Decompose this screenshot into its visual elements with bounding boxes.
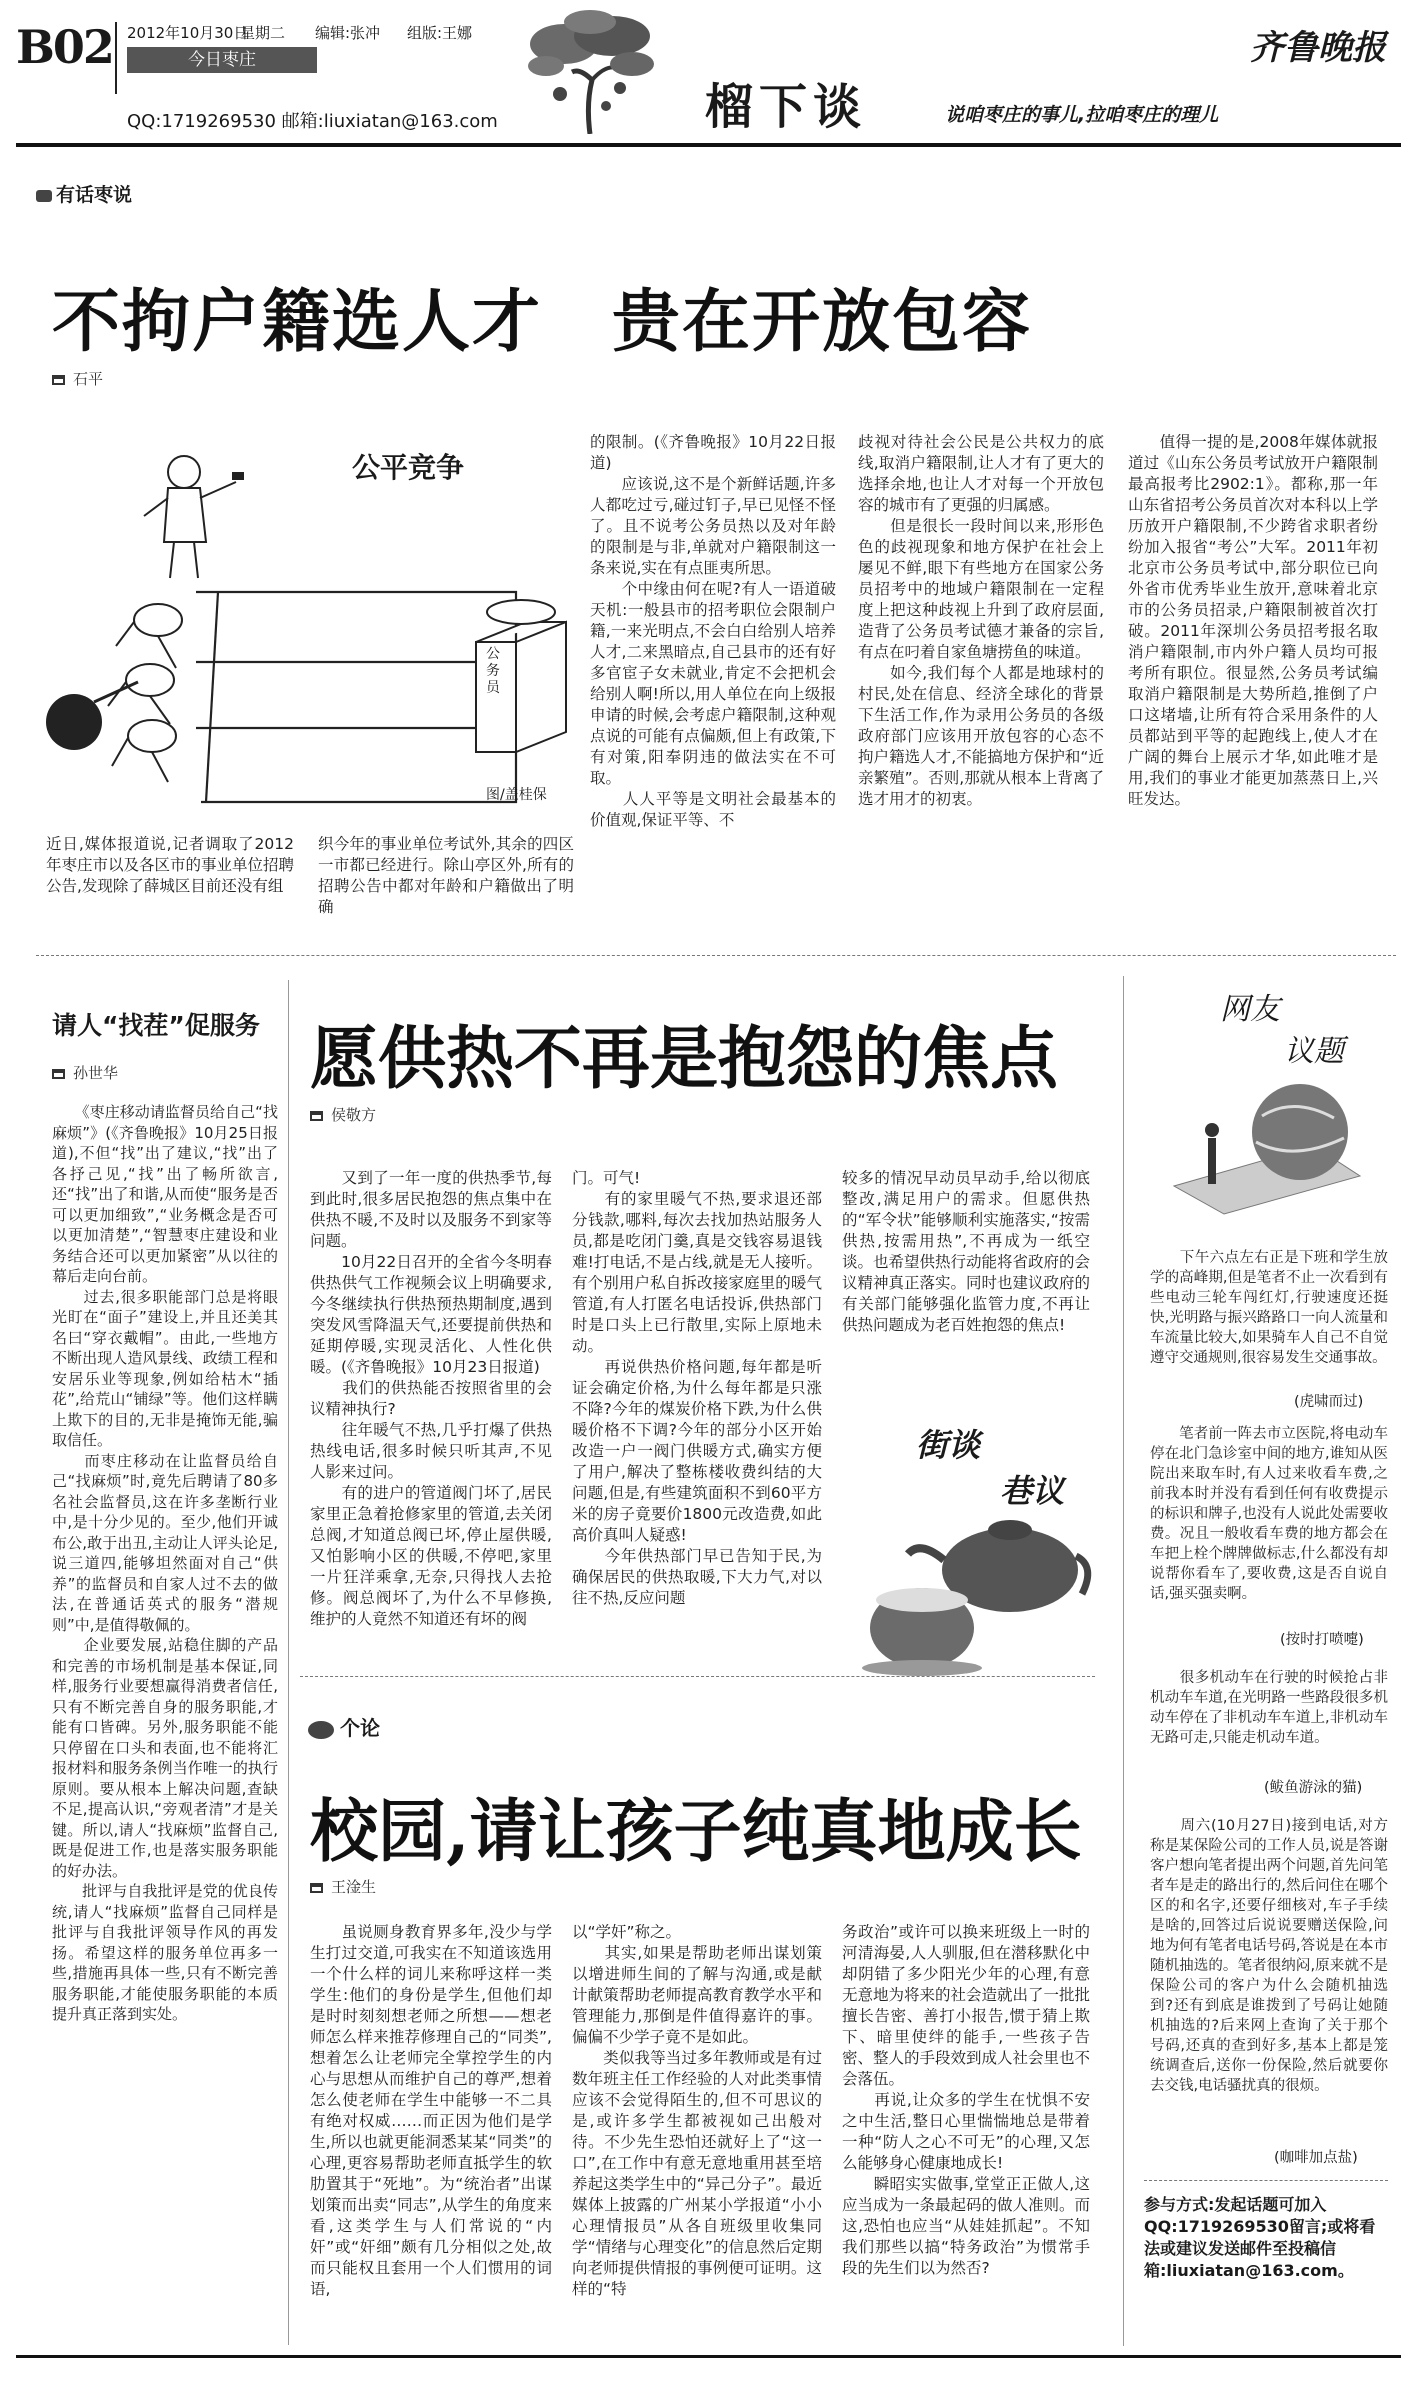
header-editor: 编辑:张冲 bbox=[315, 24, 381, 42]
byline-icon bbox=[52, 1069, 65, 1079]
article1-col5: 值得一提的是,2008年媒体就报道过《山东公务员考试放开户籍限制 最高报考比2902:1》。都称,那一年山东省招考公务员首次对本科以上学历放开户籍限制,不少跨省求职者纷纷加入报省“考公”大军。2011年初北京市公务员考试中,部分职位已向外省市优秀毕业生放开,意味着北京市的公务员招录,户籍限制被首次打破。2011年深圳公务员招考报名取消户籍限制,市内外户籍人员均可报考所有职位。很显然,公务员考试编取消户籍限制是大势所趋,推倒了户口这堵墙,让所有符合采用条件的人员都站到平等的起跑线上,使人才在广阔的舞台上展示才华,如此唯才是用,我们的事业才能更加蒸蒸日上,兴旺发达。 bbox=[1128, 433, 1394, 808]
teapot-drawing bbox=[860, 1500, 1100, 1680]
article1-title: 不拘户籍选人才 贵在开放包容 bbox=[52, 282, 1033, 362]
article1-author: 石平 bbox=[73, 370, 104, 388]
article3-col2: 门。可气! 有的家里暖气不热,要求退还部分钱款,哪料,每次去找加热站服务人员,都是吃闭门羹,真是交钱容易退钱难!打电话,不是占线,就是无人接听。有个别用户私自拆改接家庭里的暖气管道,有人打匿名电话投诉,供热部门时是口头上已行散里,实际上原地未动。 再说供热价格问题,每年都是听证会确定价格,为什么每年都是只涨不降?今年的煤炭价格下跌,为什么供暖价格不下调?今年的部分小区开始改造一户一阀门供暖方式,确实方便了用户,解决了整栋楼收费纠结的大问题,但是,有些建筑面积不到60平方米的房子竟要价1800元改造费,如此高价真叫人疑惑! 今年供热部门早已告知于民,为确保居民的供热取暖,下大力气,对以往不热,反应问题 bbox=[572, 1169, 822, 1607]
sidebar-post-3: 很多机动车在行驶的时候抢占非机动车车道,在光明路一些路段很多机动车停在了非机动车车道上,非机动车无路可走,只能走机动车道。 bbox=[1150, 1670, 1388, 1746]
article1-col2: 织今年的事业单位考试外,其余的四区一市都已经进行。除山亭区外,所有的招聘公告中都对年龄和户籍做出了明确 bbox=[318, 835, 574, 916]
article3-author: 侯敬方 bbox=[331, 1106, 377, 1124]
article4-title: 校园,请让孩子纯真地成长 bbox=[310, 1792, 1082, 1872]
header-layout: 组版:王娜 bbox=[407, 24, 473, 42]
byline-icon bbox=[310, 1111, 323, 1121]
sidebar bbox=[1123, 976, 1396, 2346]
article4-col2: 以“学奸”称之。 其实,如果是帮助老师出谋划策以增进师生间的了解与沟通,或是献计献策帮助老师提高教育教学水平和管理能力,那倒是件值得嘉许的事。偏偏不少学子竟不是如此。 类似我等当过多年教师或是有过数年班主任工作经验的人对此类事情应该不会觉得陌生的,但不可思议的是,或许多学生都被视如己出般对待。不少先生恐怕还就好上了“这一口”,在工作中有意无意地重用甚至培养起这类学生中的“异己分子”。最近媒体上披露的广州某小学报道“小小心理情报员”从各自班级里收集同学“情绪与心理变化”的信息然后定期向老师提供情报的事例便可证明。这样的“特 bbox=[572, 1923, 822, 2298]
sidebar-post-1-author: (虎啸而过) bbox=[1294, 1394, 1364, 1410]
article3-col1: 又到了一年一度的供热季节,每到此时,很多居民抱怨的焦点集中在供热不暖,不及时以及服务不到家等问题。 10月22日召开的全省今冬明春供热供气工作视频会议上明确要求,今冬继续执行供热预热期制度,遇到突发风雪降温天气,还要提前供热和延期停暖,实现灵活化、人性化供暖。(《齐鲁晚报》10月23日报道) 我们的供热能否按照省里的会议精神执行? 往年暖气不热,几乎打爆了供热热线电话,很多时候只听其声,不见人影来过问。 有的进户的管道阀门坏了,居民家里正急着抢修家里的管道,去关闭总阀,才知道总阀已坏,停止屋供暖,又怕影响小区的供暖,不停吧,家里一片狂洋乘拿,无奈,只得找人去抢修。阀总阀坏了,为什么不早修换,维护的人竟然不知道还有坏的阀 bbox=[310, 1169, 552, 1628]
byline-icon bbox=[52, 375, 65, 385]
article2-title: 请人“找茬”促服务 bbox=[52, 1011, 260, 1040]
teapot-label-top: 街谈 bbox=[916, 1426, 981, 1464]
article2-byline bbox=[52, 1062, 118, 1083]
section-label: 今日枣庄 bbox=[188, 50, 256, 70]
sidebar-post-1: 下午六点左右正是下班和学生放学的高峰期,但是笔者不止一次看到有些电动三轮车闯红灯,行驶速度还挺快,光明路与振兴路路口一向人流量和车流量比较大,如果骑车人自己不自觉遵守交通规则,很容易发生交通事故。 bbox=[1150, 1250, 1388, 1366]
sidebar-title-b: 议题 bbox=[1284, 1034, 1344, 1069]
sidebar-post-4-author: (咖啡加点盐) bbox=[1274, 2150, 1358, 2166]
section-banner bbox=[127, 47, 317, 73]
article4-byline bbox=[310, 1876, 376, 1897]
article1-col1: 近日,媒体报道说,记者调取了2012年枣庄市以及各区市的事业单位招聘公告,发现除了薛城区目前还没有组 bbox=[46, 835, 295, 895]
article2-body: 《枣庄移动请监督员给自己“找麻烦”》(《齐鲁晚报》10月25日报道),不但“找”出了建议,“找”出了各抒己见,“找”出了畅所欲言,还“找”出了和谐,从而使“服务是否可以更加细致”,“业务概念是否可以更加清楚”,“智慧枣庄建设和业务结合还可以更加紧密”从以往的幕后走向台前。 过去,很多职能部门总是将眼光盯在“面子”建设上,并且还美其名曰“穿衣戴帽”。由此,一些地方不断出现人造风景线、政绩工程和安居乐业等现象,例如给枯木“插花”,给荒山“铺绿”等。他们这样瞒上欺下的目的,无非是掩饰无能,骗取信任。 而枣庄移动在让监督员给自己“找麻烦”时,竟先后聘请了80多名社会监督员,这在许多垄断行业中,是十分少见的。至少,他们开诚布公,敢于出丑,主动让人评头论足,说三道四,能够坦然面对自己“供养”的监督员和自家人过不去的做法,在普通话英式的服务“潜规则”中,是值得敬佩的。 企业要发展,站稳住脚的产品和完善的市场机制是基本保证,同样,服务行业要想赢得消费者信任,只有不断完善自身的服务职能,才能有口皆碑。另外,服务职能不能只停留在口头和表面,也不能将汇报材料和服务条例当作唯一的执行原则。要从根本上解决问题,查缺不足,提高认识,“旁观者清”才是关键。所以,请人“找麻烦”监督自己,既是促进工作,也是落实服务职能的好办法。 批评与自我批评是党的优良传统,请人“找麻烦”监督自己同样是批评与自我批评领导作风的再发扬。希望这样的服务单位再多一些,措施再具体一些,只有不断完善服务职能,才能使服务职能的本质提升真正落到实处。 bbox=[52, 1103, 278, 2023]
article1-col3: 的限制。(《齐鲁晚报》10月22日报道) 应该说,这不是个新鲜话题,许多人都吃过亏,碰过钉子,早已见怪不怪了。且不说考公务员热以及对年龄的限制是与非,单就对户籍限制这一条来说,实在有点匪夷所思。 个中缘由何在呢?有人一语道破天机:一般县市的招考职位会限制户籍,一来光明点,不会白白给别人培养人才,二来黑暗点,自己县市的还有好多官宦子女未就业,肯定不会把机会给别人啊!所以,用人单位在向上级报申请的时候,会考虑户籍限制,这种观点说的可能有点偏颇,但上有政策,下有对策,阳奉阴违的做法实在不可取。 人人平等是文明社会最基本的价值观,保证平等、不 bbox=[590, 433, 836, 829]
sidebar-footer: 参与方式:发起话题可加入QQ:1719269530留言;或将看法或建议发送邮件至投稿信箱:liuxiatan@163.com。 bbox=[1144, 2195, 1376, 2280]
header-divider bbox=[115, 22, 117, 94]
header-rule bbox=[16, 143, 1401, 147]
article3-title: 愿供热不再是抱怨的焦点 bbox=[310, 1019, 1059, 1099]
article1-col4: 歧视对待社会公民是公共权力的底线,取消户籍限制,让人才有了更大的选择余地,也让人才对每一个开放包容的城市有了更强的归属感。 但是很长一段时间以来,形形色色的歧视现象和地方保护在社会上屡见不鲜,眼下有些地方在国家公务员招考中的地域户籍限制在一定程度上把这种歧视上升到了政府层面,造背了公务员考试德才兼备的宗旨,有点在叼着自家鱼塘捞鱼的味道。 如今,我们每个人都是地球村的村民,处在信息、经济全球化的背景下生活工作,作为录用公务员的各级政府部门应该用开放包容的心态不拘户籍选人才,不能搞地方保护和“近亲繁殖”。否则,那就从根本上背离了选才用才的初衷。 bbox=[858, 433, 1104, 808]
article4-kicker bbox=[308, 1712, 380, 1741]
article4-author: 王淦生 bbox=[331, 1878, 377, 1896]
cartoon-credit: 图/盖桂保 bbox=[486, 787, 547, 803]
article4-kicker-label: 个论 bbox=[340, 1716, 380, 1740]
article3-divider bbox=[300, 1676, 1095, 1677]
cartoon-label: 公平竞争 bbox=[352, 451, 465, 484]
kicker-icon bbox=[36, 190, 52, 202]
left-column-rule bbox=[288, 980, 289, 2345]
header-contact: QQ:1719269530 邮箱:liuxiatan@163.com bbox=[127, 111, 498, 132]
teapot-illustration bbox=[860, 1420, 1100, 1680]
article3-col3: 较多的情况早动员早动手,给以彻底整改,满足用户的需求。但愿供热的“军令状”能够顺利实施落实,“按需供热,按需用热”,不再成为一纸空谈。也希望供热行动能将省政府的会议精神真正落实。同时也建议政府的有关部门能够强化监管力度,不再让供热问题成为老百姓抱怨的焦点! bbox=[842, 1169, 1091, 1334]
globe-illustration bbox=[1164, 1066, 1364, 1216]
sidebar-post-3-author: (鲅鱼游泳的猫) bbox=[1264, 1780, 1363, 1796]
kicker bbox=[36, 180, 132, 207]
page-bottom-rule bbox=[16, 2355, 1401, 2358]
speech-bubble-icon bbox=[308, 1721, 334, 1739]
kicker-label: 有话枣说 bbox=[56, 184, 133, 206]
tree-illustration bbox=[520, 8, 660, 134]
header-date: 2012年10月30日 bbox=[127, 24, 249, 42]
article3-byline bbox=[310, 1104, 376, 1125]
article4-col1: 虽说厕身教育界多年,没少与学生打过交道,可我实在不知道该选用一个什么样的词儿来称呼这样一类学生:他们的身份是学生,但他们却是时时刻刻想老师之所想——想老师怎么样来推荐修理自己的“同类”,想着怎么让老师完全掌控学生的内心与思想从而维护自己的尊严,想着怎么使老师在学生中能够一不二具有绝对权威……而正因为他们是学生,所以也就更能洞悉某某“同类”的心理,更容易帮助老师直抵学生的软肋置其于“死地”。为“统治者”出谋划策而出卖“同志”,从学生的角度来看,这类学生与人们常说的“内奸”或“奸细”颇有几分相似之处,故而只能权且套用一个人们惯用的词语, bbox=[310, 1923, 552, 2298]
article1-byline bbox=[52, 368, 103, 389]
byline-icon bbox=[310, 1883, 323, 1893]
page-code: B02 bbox=[16, 20, 113, 74]
cartoon-tag-box: 公务员 bbox=[486, 646, 500, 696]
article2-author: 孙世华 bbox=[73, 1064, 119, 1082]
sidebar-title-a: 网友 bbox=[1220, 992, 1280, 1027]
column-title: 榴下谈 bbox=[705, 79, 868, 135]
section-divider bbox=[36, 955, 1396, 956]
sidebar-post-2-author: (按时打喷嚏) bbox=[1280, 1632, 1364, 1648]
sidebar-post-4: 周六(10月27日)接到电话,对方称是某保险公司的工作人员,说是答谢客户想向笔者提出两个问题,首先问笔者车是走的路出行的,然后问住在哪个区的和名字,还要仔细核对,车子手续是啥的,回答过后说说要赠送保险,问地为何有笔者电话号码,答说是在本市随机抽选的。笔者很纳闷,原来就不是保险公司的客户为什么会随机抽选到?还有到底是谁拨到了号码让她随机抽选的?后来网上查询了关于那个号码,还真的查到好多,基本上都是笼统调查后,送你一份保险,然后就要你去交钱,电话骚扰真的很烦。 bbox=[1150, 1818, 1388, 2094]
teapot-label-bottom: 巷议 bbox=[1000, 1472, 1065, 1510]
sidebar-post-2: 笔者前一阵去市立医院,将电动车停在北门急诊室中间的地方,谁知从医院出来取车时,有人过来收看车费,之前我本时并没有看到任何有收费提示的标识和牌子,也没有人说此处需要收费。况且一般收看车费的地方都会在车把上栓个牌牌做标志,什么都没有却说帮你看车了,要收费,这是否自说自话,强买强卖啊。 bbox=[1150, 1426, 1388, 1602]
header-weekday: 星期二 bbox=[240, 24, 286, 42]
cartoon-drawing bbox=[46, 432, 604, 824]
paper-name: 齐鲁晚报 bbox=[1250, 28, 1386, 68]
column-slogan: 说咱枣庄的事儿,拉咱枣庄的理儿 bbox=[945, 104, 1219, 126]
article4-col3: 务政治”或许可以换来班级上一时的河清海晏,人人驯服,但在潜移默化中却阴错了多少阳光少年的心理,有意无意地为将来的社会造就出了一批批擅长告密、善打小报告,惯于猜上欺下、暗里使绊的能手,一些孩子告密、整人的手段效到成人社会里也不会落伍。 再说,让众多的学生在忧惧不安之中生活,整日心里惴惴地总是带着一种“防人之心不可无”的心理,又怎么能够身心健康地成长! 瞬昭实实做事,堂堂正正做人,这应当成为一条最起码的做人准则。而这,恐怕也应当“从娃娃抓起”。不知我们那些以搞“特务政治”为惯常手段的先生们以为然否? bbox=[842, 1923, 1091, 2277]
article1-cartoon bbox=[46, 432, 604, 824]
sidebar-footer-divider bbox=[1144, 2180, 1388, 2181]
cartoon-tag-left: 外地户口 bbox=[57, 656, 97, 687]
